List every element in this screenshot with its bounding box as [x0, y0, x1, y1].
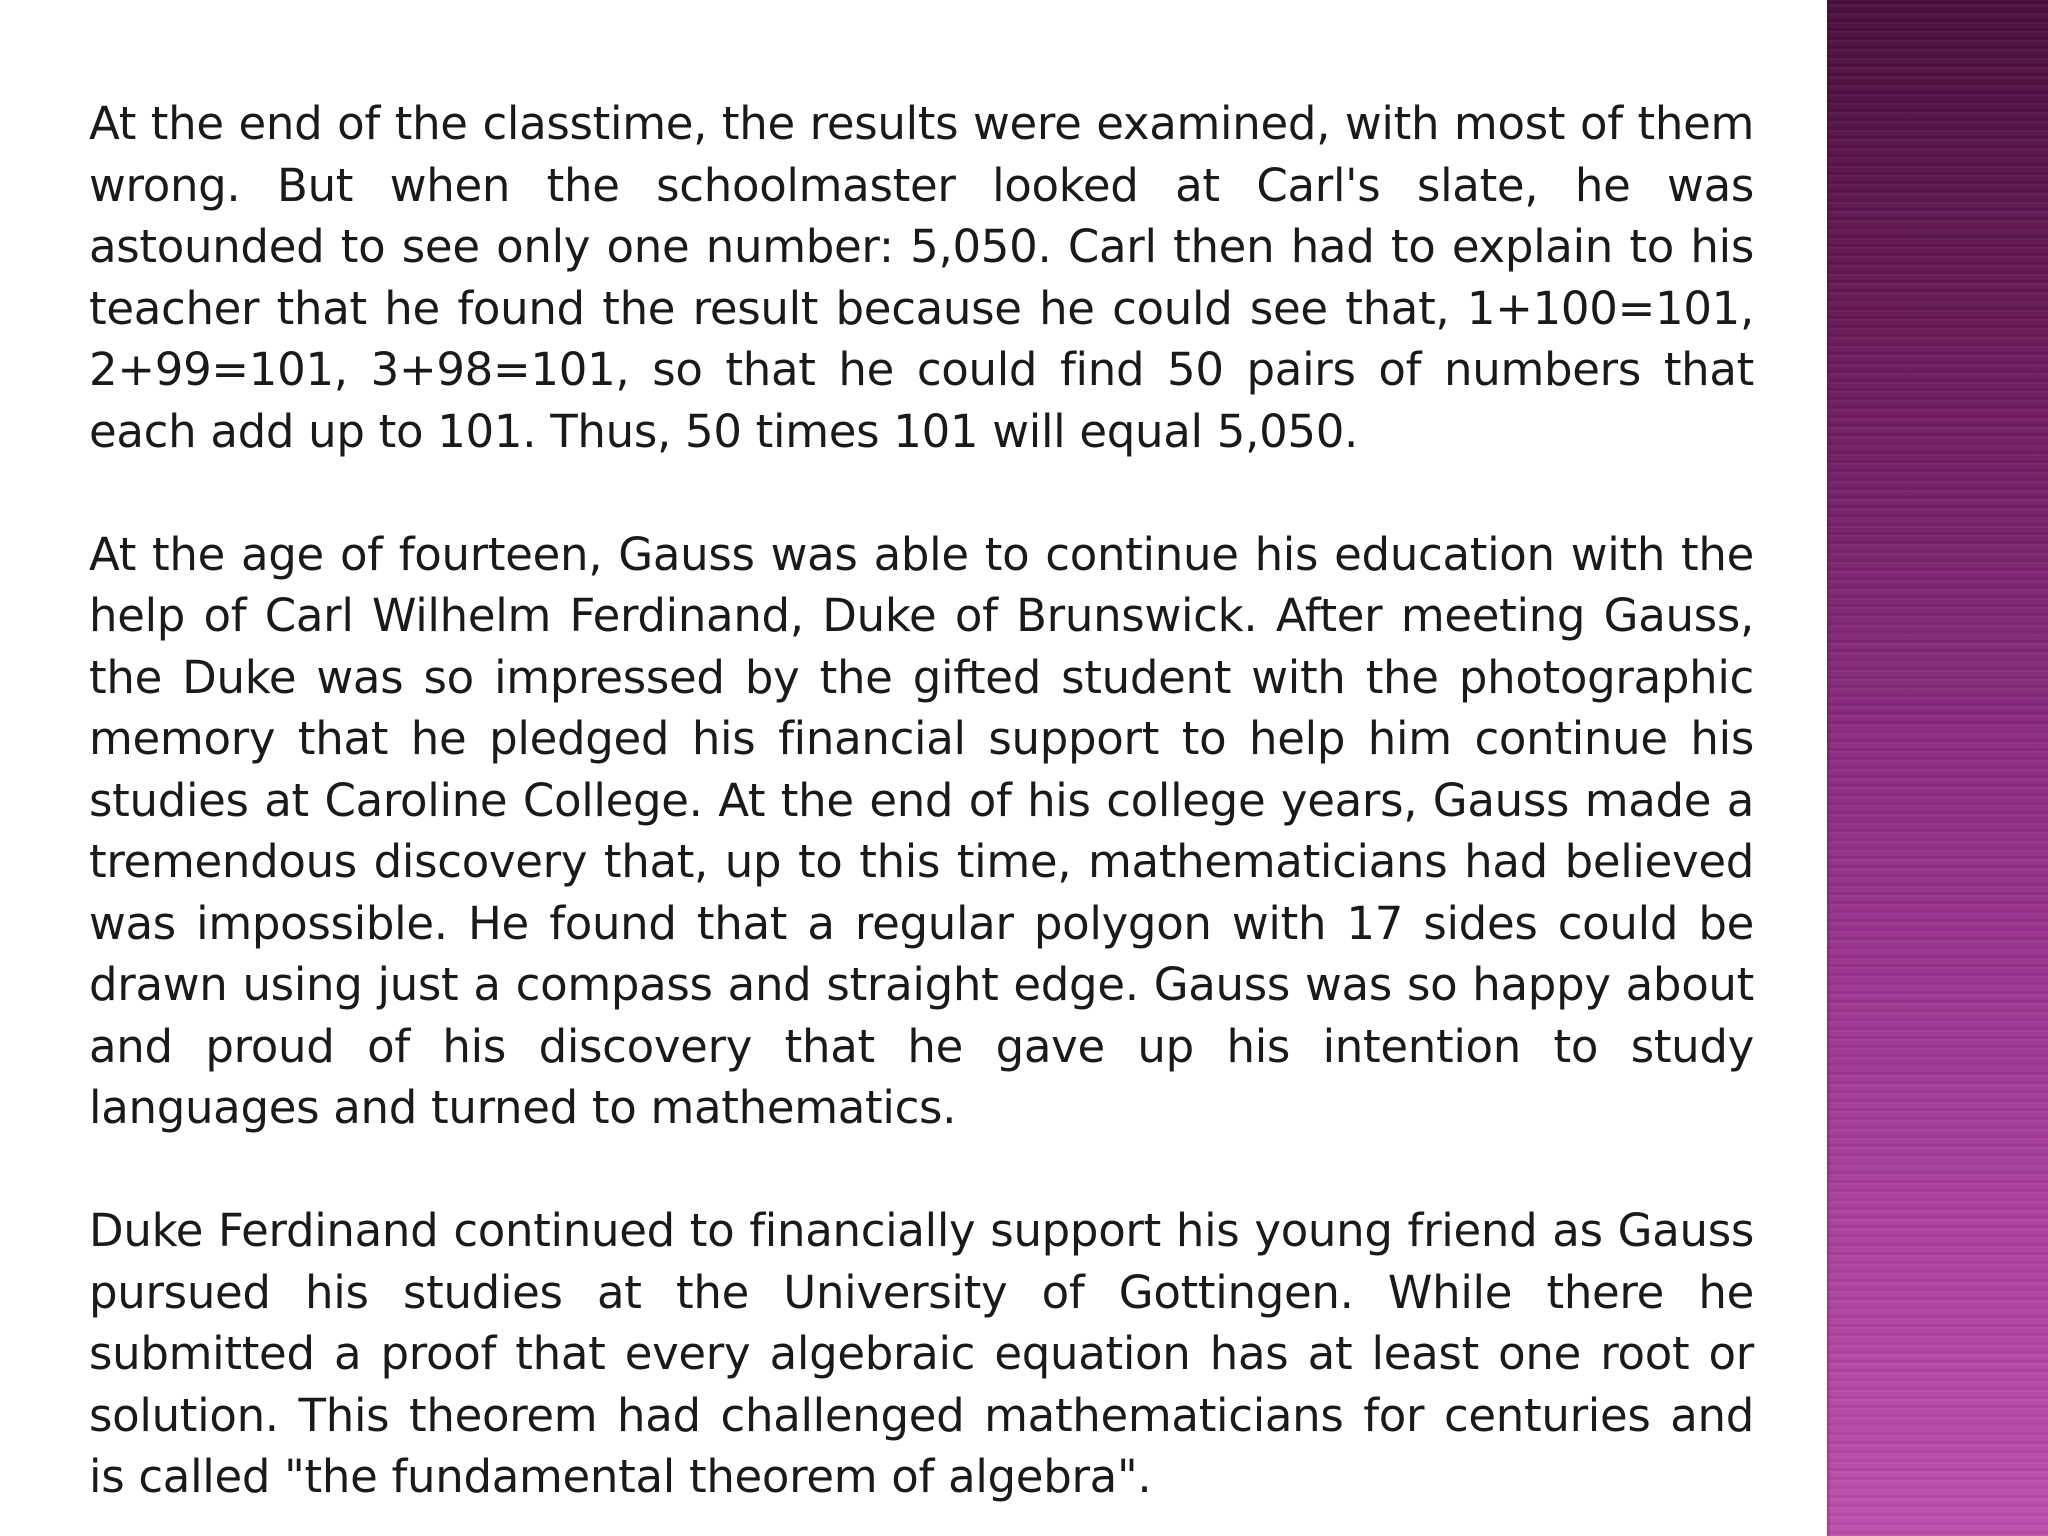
side-band-edge: [1827, 0, 1831, 1536]
decorative-side-band: [1827, 0, 2048, 1536]
slide-body-text: [89, 93, 1754, 1508]
paragraph-duke-of-brunswick: At the age of fourteen, Gauss was able to continue his education with the help of Carl Wilhelm Ferdinand, Duke of Brunswick. After meeting Gauss, the Duke was so impressed by the gifted student with the photographic memory that he pledged his financial support to help him continue his studies at Caroline College. At the end of his college years, Gauss made a tremendous discovery that, up to this time, mathematicians had believed was impossible. He found that a regular polygon with 17 sides could be drawn using just a compass and straight edge. Gauss was so happy about and proud of his discovery that he gave up his intention to study languages and turned to mathematics.: [89, 527, 1754, 1134]
paragraph-classtime-result: At the end of the classtime, the results were examined, with most of them wrong. But when the schoolmaster looked at Carl's slate, he was astounded to see only one number: 5,050. Carl then had to explain to his teacher that he found the result because he could see that, 1+100=101, 2+99=101, 3+98=101, so that he could find 50 pairs of numbers that each add up to 101. Thus, 50 times 101 will equal 5,050.: [89, 97, 1754, 458]
paragraph-fundamental-theorem: Duke Ferdinand continued to financially support his young friend as Gauss pursued his studies at the University of Gottingen. While there he submitted a proof that every algebraic equation has at least one root or solution. This theorem had challenged mathematicians for centuries and is called "the fundamental theorem of algebra".: [89, 1204, 1754, 1503]
